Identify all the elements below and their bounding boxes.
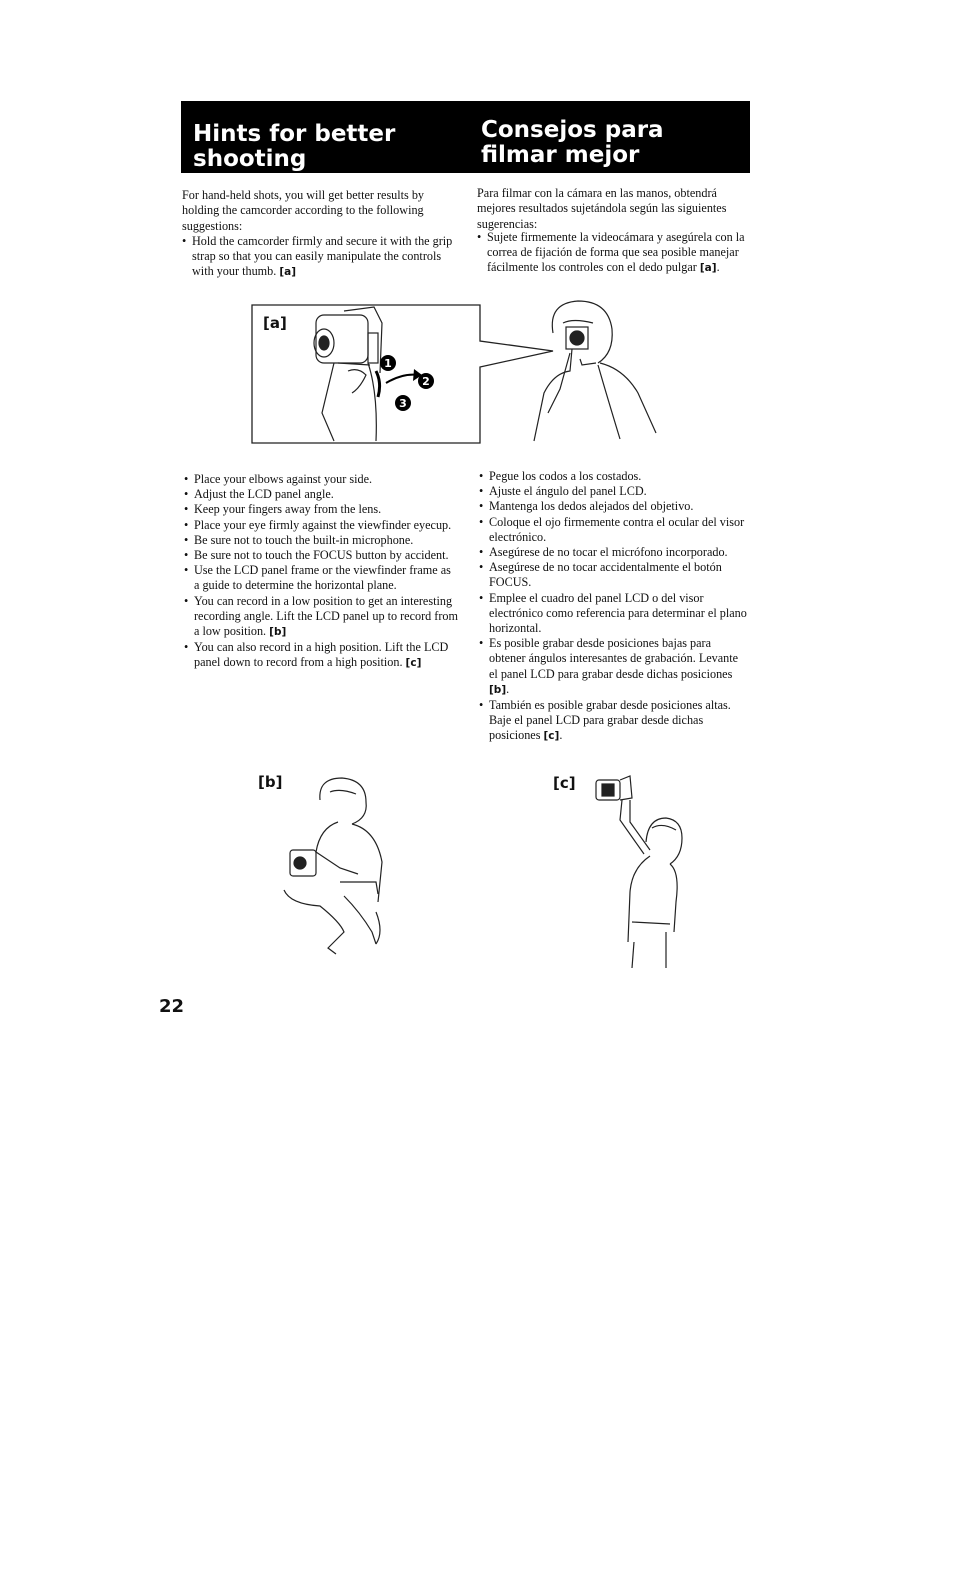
list-item [479, 515, 749, 545]
callout-2: 2 [422, 375, 430, 388]
intro-paragraph-es: Para filmar con la cámara en las manos, obtendrá mejores resultados sujetándola según las siguientes sugerencias: [477, 186, 727, 231]
person-high-angle [596, 776, 682, 968]
list-item [479, 591, 749, 637]
tip-text: Ajuste el ángulo del panel LCD. [489, 484, 647, 499]
tip-text: You can also record in a high position. Lift the LCD panel down to record from a high position. [194, 640, 449, 670]
tips-list-es [479, 469, 749, 745]
figure-c-label: [c] [553, 774, 576, 792]
tip-text: Be sure not to touch the FOCUS button by accident. [194, 548, 449, 563]
figure-b-illustration [280, 772, 400, 962]
list-item [479, 484, 749, 499]
intro-paragraph-en: For hand-held shots, you will get better results by holding the camcorder according to the following suggestions: [182, 188, 425, 233]
tip-text: También es posible grabar desde posiciones altas. Baje el panel LCD para grabar desde dichas posiciones [489, 698, 731, 743]
person-shooting [534, 301, 656, 441]
tip-text: Sujete firmemente la videocámara y asegúrela con la correa de fijación de forma que sea posible manejar fácilmente los controles con el dedo pulgar [487, 230, 745, 275]
tip-text: Pegue los codos a los costados. [489, 469, 642, 483]
section-header-bar [181, 101, 750, 173]
figure-ref: [b] [269, 626, 287, 639]
figure-a-illustration [248, 293, 688, 453]
tip-text: You can record in a low position to get an interesting recording angle. Lift the LCD panel up to record from a low position. [194, 593, 458, 639]
figure-ref: [a] [699, 262, 717, 275]
list-item [184, 502, 459, 517]
list-item [184, 472, 459, 487]
list-item [479, 545, 749, 560]
tip-text: Emplee el cuadro del panel LCD o del visor electrónico como referencia para determinar el plano horizontal. [489, 590, 747, 636]
list-item [182, 234, 457, 281]
tip-text: Coloque el ojo firmemente contra el ocular del visor electrónico. [489, 514, 745, 544]
callout-3: 3 [399, 397, 407, 410]
tip-text: Asegúrese de no tocar el micrófono incorporado. [489, 545, 728, 560]
tip-text: Hold the camcorder firmly and secure it with the grip strap so that you can easily manipulate the controls with your thumb. [192, 234, 453, 279]
list-item [184, 640, 459, 671]
figure-a-label: [a] [263, 314, 287, 332]
figure-ref: [c] [543, 730, 560, 743]
list-item [479, 499, 749, 514]
figure-b-label: [b] [258, 773, 283, 791]
person-kneeling-low-angle [284, 778, 382, 954]
list-item [479, 469, 749, 484]
list-item [184, 518, 459, 533]
tip-text: Adjust the LCD panel angle. [194, 487, 334, 502]
first-tip-en [182, 234, 457, 281]
tip-text: Place your elbows against your side. [194, 472, 373, 486]
tip-text: Es posible grabar desde posiciones bajas para obtener ángulos interesantes de grabación. Levante el panel LCD para grabar desde dichas posiciones [489, 636, 739, 681]
callout-1: 1 [384, 357, 392, 370]
list-item: • También es posible grabar desde posiciones altas. Baje el panel LCD para grabar desde dichas posiciones [c]. [479, 698, 749, 745]
section-title-es: Consejos para filmar mejor [481, 117, 664, 168]
list-item [184, 548, 459, 563]
figure-ref: [c] [405, 657, 422, 670]
tip-text: Keep your fingers away from the lens. [194, 502, 382, 517]
tip-text: Asegúrese de no tocar accidentalmente el botón FOCUS. [489, 560, 722, 590]
list-item [184, 594, 459, 641]
list-item [184, 563, 459, 593]
section-title-en: Hints for better shooting [193, 121, 396, 172]
camcorder-in-hand [314, 307, 382, 441]
page-number: 22 [159, 996, 185, 1017]
tip-text: Mantenga los dedos alejados del objetivo. [489, 499, 694, 514]
tip-text: Place your eye firmly against the viewfinder eyecup. [194, 517, 452, 532]
figure-ref: [a] [279, 266, 297, 279]
list-item: • Sujete firmemente la videocámara y asegúrela con la correa de fijación de forma que sea posible manejar fácilmente los controles con el dedo pulgar [a]. [477, 230, 747, 277]
figure-ref: [b] [489, 683, 507, 696]
list-item: • Es posible grabar desde posiciones bajas para obtener ángulos interesantes de grabación. Levante el panel LCD para grabar desde dichas posiciones [b]. [479, 636, 749, 698]
tip-text: Use the LCD panel frame or the viewfinder frame as a guide to determine the horizontal plane. [194, 563, 451, 593]
list-item [184, 487, 459, 502]
figure-c-illustration [590, 772, 700, 972]
first-tip-es [477, 230, 747, 277]
tip-text: Be sure not to touch the built-in microphone. [194, 532, 414, 547]
list-item [479, 560, 749, 590]
list-item [184, 533, 459, 548]
tips-list-en [184, 472, 459, 672]
callout-frame [252, 305, 553, 443]
